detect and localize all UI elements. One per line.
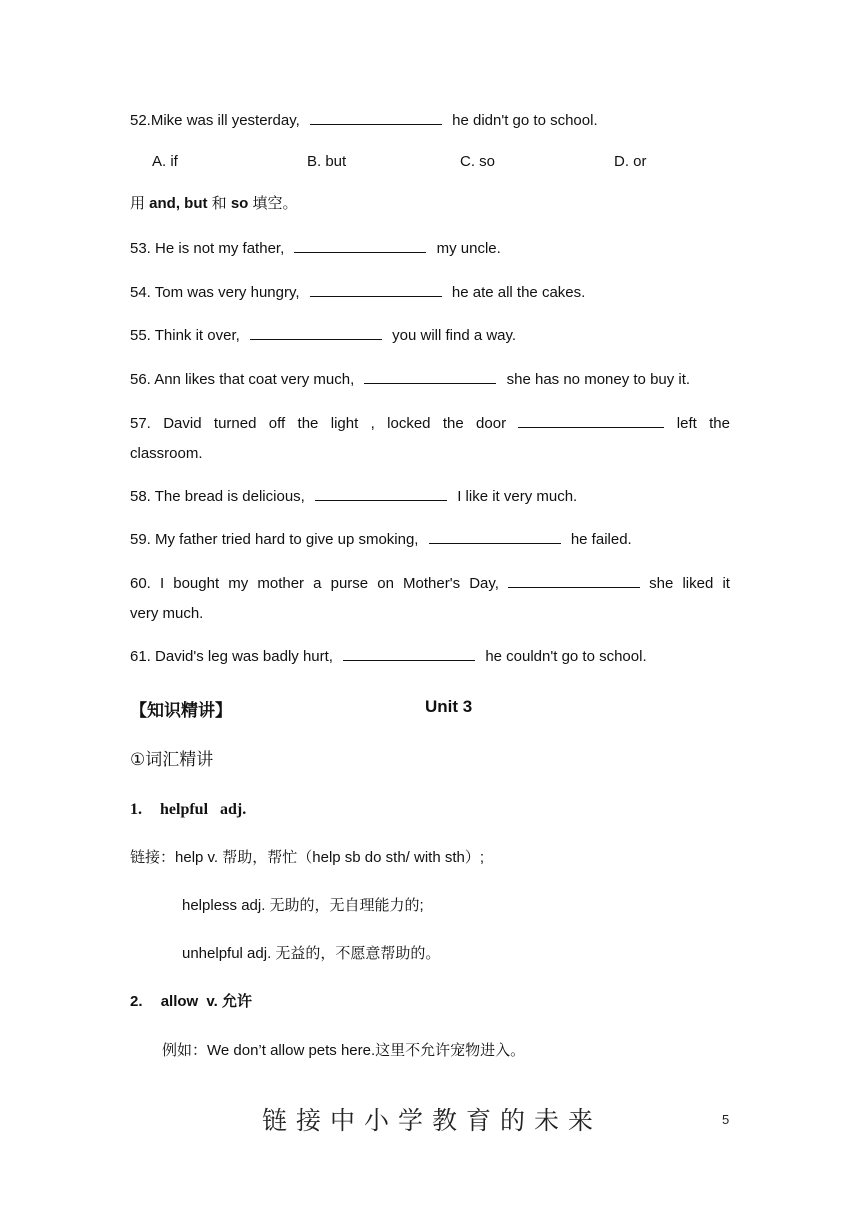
answer-blank[interactable]: [250, 325, 382, 340]
question-58: [130, 486, 577, 507]
question-word: purse: [330, 575, 369, 592]
instruction-text: 填空。: [248, 195, 298, 212]
question-text: 52.Mike was ill yesterday,: [130, 112, 300, 129]
answer-blank[interactable]: [315, 486, 447, 501]
question-56: [130, 369, 690, 390]
question-word: Mother's: [403, 575, 461, 592]
question-word: bought: [173, 575, 220, 592]
question-57: [130, 413, 730, 464]
question-53: [130, 238, 501, 259]
item-word: helpful: [160, 801, 209, 818]
question-54: [130, 282, 585, 303]
footer-slogan: 链接中小学教育的未来: [262, 1107, 603, 1135]
question-61: [130, 646, 647, 667]
link-line-2: helpless adj. 无助的，无自理能力的;: [182, 897, 424, 914]
answer-blank[interactable]: [518, 413, 664, 428]
question-text-after: he failed.: [570, 531, 632, 548]
option-a: A. if: [152, 153, 178, 170]
item-part-of-speech: v. 允许: [206, 993, 252, 1010]
question-59: [130, 529, 632, 550]
answer-blank[interactable]: [310, 282, 442, 297]
question-word: a: [313, 575, 322, 592]
link-label: 链接：: [130, 849, 176, 866]
question-word: mother: [257, 575, 305, 592]
example-sentence: 例如：We don’t allow pets here.这里不允许宠物进入。: [162, 1042, 526, 1059]
question-text: 59. My father tried hard to give up smoking,: [130, 531, 419, 548]
question-text-after: he didn't go to school.: [452, 112, 598, 129]
question-text: 58. The bread is delicious,: [130, 488, 305, 505]
option-b: B. but: [307, 153, 347, 170]
question-text: 55. Think it over,: [130, 327, 240, 344]
answer-blank[interactable]: [310, 110, 442, 125]
vocab-heading: ①词汇精讲: [130, 750, 214, 769]
link-line-3: unhelpful adj. 无益的，不愿意帮助的。: [182, 945, 441, 962]
question-continuation: very much.: [130, 605, 204, 622]
question-word: 60.: [130, 575, 151, 592]
option-d: D. or: [614, 153, 647, 170]
link-text: help v. 帮助，帮忙（help sb do sth/ with sth）;: [175, 849, 485, 866]
answer-blank[interactable]: [364, 369, 496, 384]
item-number: 1.: [130, 801, 142, 818]
instruction-bold: so: [230, 195, 249, 212]
answer-blank[interactable]: [508, 573, 640, 588]
answer-blank[interactable]: [294, 238, 426, 253]
option-c: C. so: [460, 153, 496, 170]
question-word: the: [442, 415, 464, 432]
question-word: the: [297, 415, 319, 432]
vocab-item-2: [130, 992, 252, 1012]
question-word: off: [268, 415, 286, 432]
unit-title: Unit 3: [425, 697, 473, 716]
question-word: on: [377, 575, 394, 592]
item-number: 2.: [130, 993, 143, 1010]
question-word: liked: [682, 575, 714, 592]
section-label: 【知识精讲】: [130, 701, 232, 720]
question-word: door: [476, 415, 507, 432]
question-word: left: [676, 415, 697, 432]
question-text: 56. Ann likes that coat very much,: [130, 371, 355, 388]
question-continuation: classroom.: [130, 445, 203, 462]
question-word: the: [709, 415, 730, 432]
answer-blank[interactable]: [343, 646, 475, 661]
question-word: David: [163, 415, 202, 432]
question-60: [130, 573, 730, 624]
instruction-text: 和: [207, 195, 231, 212]
question-word: ,: [370, 415, 375, 432]
question-text-after: she has no money to buy it.: [506, 371, 691, 388]
question-text-after: he ate all the cakes.: [451, 284, 586, 301]
question-text-after: he couldn't go to school.: [485, 648, 647, 665]
item-part-of-speech: adj.: [220, 801, 247, 818]
question-word: Day,: [469, 575, 499, 592]
question-word: locked: [387, 415, 431, 432]
question-word: my: [228, 575, 249, 592]
question-text-after: I like it very much.: [457, 488, 578, 505]
question-word: it: [722, 575, 730, 592]
question-text: 61. David's leg was badly hurt,: [130, 648, 333, 665]
question-word: turned: [213, 415, 257, 432]
instruction-bold: and, but: [149, 195, 208, 212]
question-52: [130, 110, 598, 131]
instruction-text: 用: [130, 195, 150, 212]
item-word: allow: [160, 993, 199, 1010]
question-word: light: [330, 415, 359, 432]
link-line-1: [130, 848, 484, 868]
answer-blank[interactable]: [429, 529, 561, 544]
question-text-after: you will find a way.: [392, 327, 517, 344]
question-word: I: [159, 575, 165, 592]
page-number: 5: [722, 1112, 730, 1127]
question-word: she: [649, 575, 674, 592]
instruction: [130, 194, 298, 214]
question-55: [130, 325, 516, 346]
question-text: 53. He is not my father,: [130, 240, 285, 257]
question-text: 54. Tom was very hungry,: [130, 284, 300, 301]
question-text-after: my uncle.: [436, 240, 501, 257]
vocab-item-1: [130, 800, 246, 820]
question-word: 57.: [130, 415, 151, 432]
